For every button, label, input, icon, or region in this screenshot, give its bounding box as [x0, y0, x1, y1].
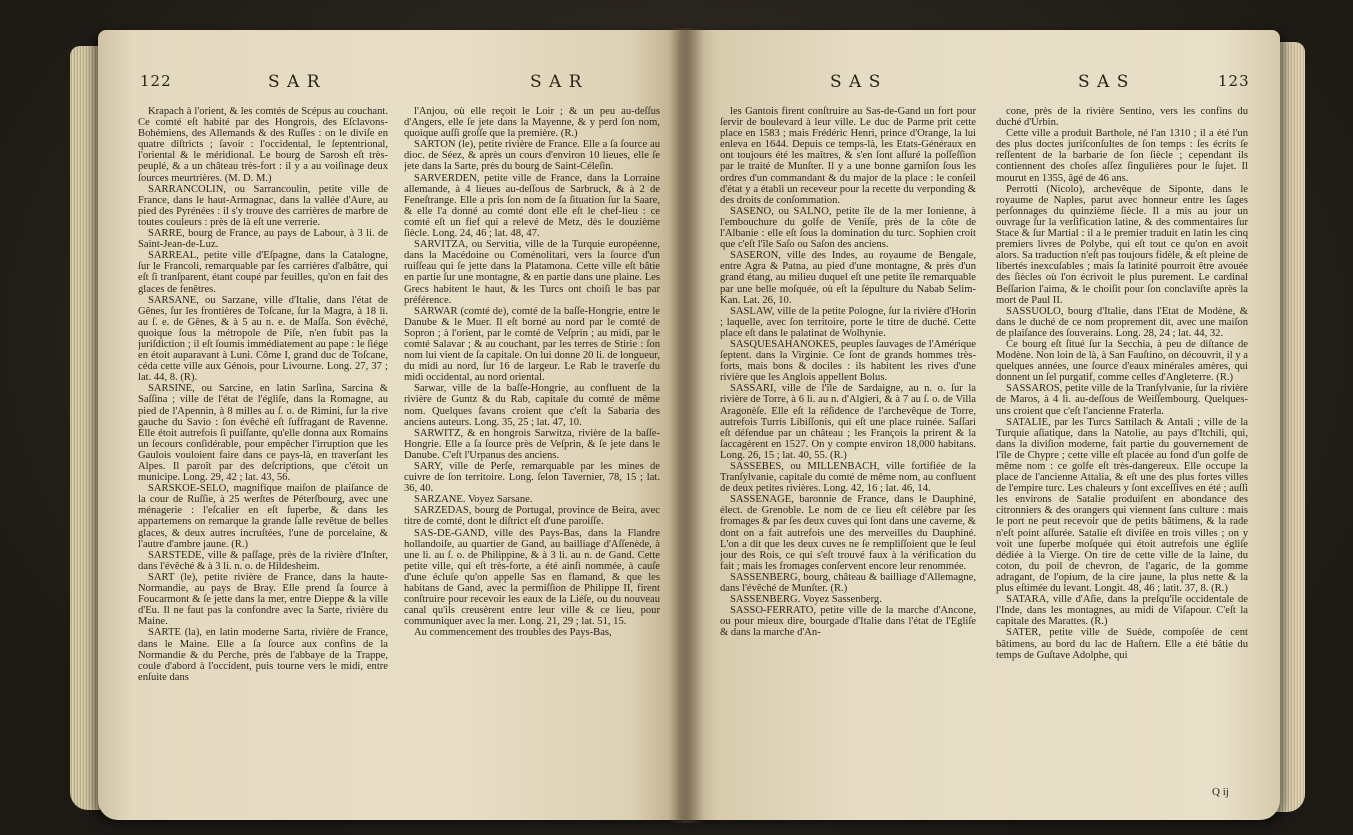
entry-paragraph: SARSINE, ou Sarcine, en latin Sarſina, Sarcina & Saſſina ; ville de l'état de l'égliſe, dans la Romagne, au pied de l'Apennin, à 8 milles au ſ. o. de Rimini, ſur la rive gauche du Savio : ſon évêché eſt ſuffragant de Ravenne. Elle étoit autrefois ſi puiſſante, qu'elle donna aux Romains un ſecours conſidérable, pour empêcher l'irruption que les Gaulois vouloient faire dans ce pays-là, en traverſant les Alpes. Il paroît par des deſcriptions, que c'étoit un municipe. Long. 29, 42 ; lat. 43, 56. [138, 383, 388, 484]
entry-paragraph: SASQUESAHANOKES, peuples ſauvages de l'Amérique ſeptent. dans la Virginie. Ce ſont de grands hommes très-forts, mais bons & dociles : ils habitent les rives d'une rivière que les Anglois appellent Bolus. [720, 338, 976, 384]
page-signature: Q ij [1212, 786, 1229, 798]
entry-paragraph: SATARA, ville d'Aſie, dans la preſqu'île occidentale de l'Inde, dans les montagnes, au midi de Viſapour. C'eſt la capitale des Marattes. (R.) [996, 594, 1248, 628]
right-column-1 [720, 106, 976, 806]
entry-paragraph: SARY, ville de Perſe, remarquable par les mines de cuivre de ſon territoire. Long. ſelon Tavernier, 78, 15 ; lat. 36, 40. [404, 461, 660, 495]
entry-paragraph: SARZEDAS, bourg de Portugal, province de Beira, avec titre de comté, dont le diſtrict eſt d'une paroiſſe. [404, 505, 660, 528]
left-page [98, 30, 688, 820]
entry-paragraph: SASSAROS, petite ville de la Tranſylvanie, ſur la rivière de Maros, à 4 li. au-deſſous de Weiſſembourg. Quelques-uns croient que c'eſt l'ancienne Fraterla. [996, 383, 1248, 417]
entry-paragraph: SASSEBES, ou MILLENBACH, ville fortifiée de la Tranſylvanie, capitale du comté de même nom, au confluent de deux petites rivières. Long. 42, 16 ; lat. 46, 14. [720, 461, 976, 495]
entry-paragraph: SARWITZ, & en hongrois Sarwitza, rivière de la baſſe-Hongrie. Elle a ſa ſource près de Veſprin, & ſe jete dans le Danube. C'eſt l'Urpanus des anciens. [404, 427, 660, 461]
left-column-2 [404, 106, 660, 806]
entry-paragraph: SART (le), petite rivière de France, dans la haute-Normandie, au pays de Bray. Elle prend ſa ſource à Foucarmont & ſe jette dans la mer, entre Dieppe & la ville d'Eu. Il ne faut pas la confondre avec la Sarte, rivière du Maine. [138, 571, 388, 628]
right-page-number: 123 [1218, 72, 1250, 90]
entry-paragraph: SATER, petite ville de Suède, compoſée de cent bâtimens, au bord du lac de Haſtern. Elle a été bâtie du temps de Guſtave Adolphe, qui [996, 627, 1248, 661]
entry-paragraph: SASERON, ville des Indes, au royaume de Bengale, entre Agra & Patna, au pied d'une montagne, & près d'un grand étang, au milieu duquel eſt une petite île remarquable par une belle moſquée, où eſt la ſépulture du Nabab Selim-Kan. Lat. 26, 10. [720, 250, 976, 306]
book-gutter [668, 28, 704, 823]
entry-paragraph: SASENO, ou SALNO, petite île de la mer Ionienne, à l'embouchure du golfe de Veniſe, près de la côte de l'Albanie : elle eſt ſous la domination du turc. Sophien croit que c'eſt l'île Saſo ou Saſon des anciens. [720, 205, 976, 251]
left-header-col1: S A R [268, 72, 321, 92]
entry-paragraph: SARSANE, ou Sarzane, ville d'Italie, dans l'état de Gênes, ſur les frontières de Toſcane, ſur la Magra, à 18 li. au ſ. e. de Gênes, & à 5 au n. e. de Maſſa. Son évêché, quoique ſous la métropole de Piſe, n'en fubit pas la juriſdiction ; il eſt ſoumis immédiatement au pape : le ſiége en étoit auparavant à Luni. Côme I, grand duc de Toſcane, céda cette ville aux Génois, pour Livourne. Long. 27, 37 ; lat. 44, 8. (R). [138, 294, 388, 384]
entry-paragraph: SAS-DE-GAND, ville des Pays-Bas, dans la Flandre hollandoiſe, au quartier de Gand, au bailliage d'Aſſenède, à une li. au ſ. o. de Philippine, & à 3 li. au n. de Gand. Cette petite ville, qui eſt très-forte, a été ainſi nommée, à cauſe d'une écluſe qu'on appelle Sas en flamand, & que les habitans de Gand, avec la permiſſion de Philippe II, firent conſtruire pour recevoir les eaux de la Liéſe, ou du nouveau canal qu'ils creusèrent entre leur ville & ce lieu, pour communiquer avec la mer. Long. 21, 29 ; lat. 51, 15. [404, 527, 660, 628]
entry-paragraph: Perrotti (Nicolo), archevêque de Siponte, dans le royaume de Naples, parut avec honneur entre les ſages perſonnages du quinzième ſiècle. Il a mis au jour un ouvrage ſur la verſification latine, & des commentaires ſur Stace & ſur Martial : il a le premier traduit en latin les cinq premiers livres de Polybe, qui eſt tout ce qu'on en avoit alors. Sa traduction n'eſt pas toujours fidèle, & eſt pleine de libertés inexcuſables ; mais ſa latinité pourroit être avouée des ſiècles où l'on écrivoit le plus purement. Le cardinal Beſſarion l'aima, & le choiſit pour ſon conclaviſte après la mort de Paul II. [996, 183, 1248, 306]
entry-paragraph: l'Anjou, où elle reçoit le Loir ; & un peu au-deſſus d'Angers, elle ſe jete dans la Mayenne, & y perd ſon nom, quoique auſſi groſſe que la première. (R.) [404, 106, 660, 140]
left-header-col2: S A R [530, 72, 583, 92]
right-header-col1: S A S [830, 72, 882, 92]
entry-paragraph: SASSO-FERRATO, petite ville de la marche d'Ancone, ou pour mieux dire, bourgade d'Italie dans l'état de l'Egliſe & dans la marche d'An- [720, 605, 976, 639]
entry-paragraph: SASSENBERG. Voyez Sassenberg. [730, 594, 882, 606]
right-page-header [680, 72, 1280, 96]
entry-paragraph: SARREAL, petite ville d'Eſpagne, dans la Catalogne, ſur le Francoli, remarquable par ſes carrières d'albâtre, qui eſt ſi tranſparent, étant coupé par feuilles, qu'on en fait des glaces de fenêtres. [138, 250, 388, 295]
right-column-2 [996, 106, 1248, 778]
entry-paragraph: Au commencement des troubles des Pays-Bas, [414, 627, 612, 639]
entry-paragraph: SASSUOLO, bourg d'Italie, dans l'Etat de Modène, & dans le duché de ce nom proprement dit, avec une maiſon de plaiſance des ſouverains. Long. 28, 24 ; lat. 44, 32. [996, 305, 1248, 339]
entry-paragraph: Ce bourg eſt ſitué ſur la Secchia, à peu de diſtance de Modène. Non loin de là, à San Fauſtino, on découvrit, il y a quelques années, une ſource d'eaux minérales amères, qui donnent un ſel purgatif, comme celles d'Angleterre. (R.) [996, 338, 1248, 384]
entry-paragraph: Krapach à l'orient, & les comtés de Scépus au couchant. Ce comté eſt habité par des Hongrois, des Eſclavons-Bohémiens, des Allemands & des Ruſſes : on le diviſe en quatre diſtricts ; ſavoir : l'occidental, le ſeptentrional, l'oriental & le méridional. Le bourg de Sarosh eſt très-peuplé, & a un château très-fort : il y a au voiſinage deux ſources meurtrières. (M. D. M.) [138, 106, 388, 184]
entry-paragraph: Cette ville a produit Barthole, né l'an 1310 ; il a été l'un des plus doctes juriſconſultes de ſon temps : ſes écrits ſe reſſentent de la barbarie de ſon ſiècle ; cependant ils contiennent des choſes aſſez ſingulières pour le ſujet. Il mourut en 1355, âgé de 46 ans. [996, 128, 1248, 184]
entry-paragraph: SASLAW, ville de la petite Pologne, ſur la rivière d'Horin ; laquelle, avec ſon territoire, porte le titre de duché. Cette place eſt dans le palatinat de Wolhynie. [720, 305, 976, 339]
left-page-edges [70, 46, 100, 810]
entry-paragraph: SARRE, bourg de France, au pays de Labour, à 3 li. de Saint-Jean-de-Luz. [138, 228, 388, 251]
entry-paragraph: les Gantois firent conſtruire au Sas-de-Gand un fort pour ſervir de boulevard à leur ville. Le duc de Parme prit cette place en 1583 ; mais Frédéric Henri, prince d'Orange, la lui enleva en 1644. Depuis ce temps-là, les Etats-Généraux en ont toujours été les maîtres, & s'en ſont aſſuré la poſſeſſion par le traité de Munſter. Il y a une bonne garniſon ſous les ordres d'un commandant & du major de la place : le conſeil d'état y a établi un receveur pour la recette du verponding & des droits de conſommation. [720, 106, 976, 206]
entry-paragraph: SASSENAGE, baronnie de France, dans le Dauphiné, élect. de Grenoble. Le nom de ce lieu eſt célèbre par ſes fromages & par ſes deux cuves qui ſont dans une caverne, & dont on a fait autrefois une des merveilles du Dauphiné. L'on a dit que les deux cuves ne ſe rempliſſoient que le ſeul jour des Rois, ce qui s'eſt trouvé faux à la vérification du fait ; mais les fromages conſervent encore leur renommée. [720, 494, 976, 572]
entry-paragraph: cone, près de la rivière Sentino, vers les confins du duché d'Urbin. [996, 106, 1248, 129]
left-column-1 [138, 106, 388, 806]
open-book [70, 12, 1305, 830]
entry-paragraph: SARSTEDE, ville & paſſage, près de la rivière d'Inſter, dans l'évêché & à 3 li. n. o. de Hildesheim. [138, 549, 388, 572]
entry-paragraph: SARSKOE-SELO, magnifique maiſon de plaiſance de la cour de Ruſſie, à 25 werſtes de Péterſbourg, avec une ménagerie : l'eſcalier en eſt ſuperbe, & dans les appartemens on remarque la grande ſalle revêtue de belles glaces, & deux autres incruſtées, l'une de porcelaine, & l'autre d'ambre jaune. (R.) [138, 483, 388, 550]
entry-paragraph: SASSENBERG, bourg, château & bailliage d'Allemagne, dans l'évêché de Munſter. (R.) [720, 571, 976, 595]
right-header-col2: S A S [1078, 72, 1130, 92]
entry-paragraph: SASSARI, ville de l'île de Sardaigne, au n. o. ſur la rivière de Torre, à 6 li. au n. d'Algieri, & à 7 au ſ. o. de Villa Aragonèſe. Elle eſt la réſidence de l'archevêque de Torre, autrefois Turris Libiſſonis, qui eſt une place ruinée. Saſſari eſt défendue par un château ; les François la prirent & la ſaccagèrent en 1527. On y compte environ 18,000 habitans. Long. 26, 15 ; lat. 40, 55. (R.) [720, 383, 976, 461]
entry-paragraph: SARWAR (comté de), comté de la baſſe-Hongrie, entre le Danube & le Muer. Il eſt borné au nord par le comté de Sopron ; à l'orient, par le comté de Veſprin ; au midi, par le comté Salavar ; & au couchant, par les terres de Stirie : ſon nom lui vient de ſa capitale. On lui donne 20 li. de longueur, du midi au nord, ſur 16 de largeur. Le Rab le traverſe du midi occidental, au nord oriental. [404, 305, 660, 384]
entry-paragraph: SARVITZA, ou Servitia, ville de la Turquie européenne, dans la Macédoine ou Coménolitari, vers la ſource d'un ruiſſeau qui ſe jette dans la Platamona. Cette ville eſt bâtie en partie ſur une montagne, & en partie dans une plaine. Les Grecs habitent le haut, & les Turcs ont choiſi le bas par préférence. [404, 239, 660, 306]
entry-paragraph: SARTE (la), en latin moderne Sarta, rivière de France, dans le Maine. Elle a ſa ſource aux confins de la Normandie & du Perche, près de l'abbaye de la Trappe, coule d'abord à l'occident, puis tourne vers le midi, entre enſuite dans [138, 627, 388, 683]
left-page-number: 122 [140, 72, 172, 90]
left-page-header [98, 72, 688, 96]
right-page [680, 30, 1280, 820]
entry-paragraph: SATALIE, par les Turcs Sattilach & Antali ; ville de la Turquie aſiatique, dans la Natolie, au pays d'Itchili, qui, dans la diviſion moderne, fait partie du gouvernement de l'île de Chypre ; cette ville eſt placée au fond d'un golfe de même nom : ce golfe eſt très-dangereux. Elle occupe la place de l'ancienne Attalia, & eſt une des plus fortes villes de l'empire turc. Les chaleurs y ſont exceſſives en été ; auſſi les environs de Satalie produiſent en abondance des citronniers & des orangers qui viennent ſans culture : mais le port ne peut recevoir que de petits bâtimens, & la rade n'eſt point aſſurée. Satalie eſt diviſée en trois villes ; on y voit une ſuperbe moſquée qui étoit autrefois une égliſe dédiée à la Vierge. On tire de cette ville de la laine, du coton, du poil de chevron, de l'agaric, de la gomme adragant, de l'opium, de la cire jaune, la plus nette & la plus eſtimée du levant. Longit. 48, 46 ; latit. 37, 8. (R.) [996, 416, 1248, 595]
entry-paragraph: SARRANCOLIN, ou Sarrancoulin, petite ville de France, dans le haut-Armagnac, dans la vallée d'Aure, au pied des Pyrénées : il s'y trouve des carrières de marbre de toutes couleurs : près de là eſt une verrerie. [138, 183, 388, 228]
entry-paragraph: SARVERDEN, petite ville de France, dans la Lorraine allemande, à 4 lieues au-deſſous de Sarbruck, & à 2 de Feneſtrange. Elle a pris ſon nom de ſa ſituation ſur la Saare, & elle l'a donné au comté dont elle eſt le chef-lieu : ce comté eſt un fief qui a relevé de Metz, dès le douzième ſiècle. Long. 24, 46 ; lat. 48, 47. [404, 172, 660, 240]
entry-paragraph: Sarwar, ville de la baſſe-Hongrie, au confluent de la rivière de Guntz & du Rab, capitale du comté de même nom. Quelques ſavans croient que c'eſt la Sabaria des anciens auteurs. Long. 35, 25 ; lat. 47, 10. [404, 383, 660, 428]
entry-paragraph: SARTON (le), petite rivière de France. Elle a ſa ſource au dioc. de Séez, & après un cours d'environ 10 lieues, elle ſe jete dans la Sarte, près du bourg de Saint-Céleſin. [404, 139, 660, 173]
entry-paragraph: SARZANE. Voyez Sarsane. [414, 494, 533, 506]
